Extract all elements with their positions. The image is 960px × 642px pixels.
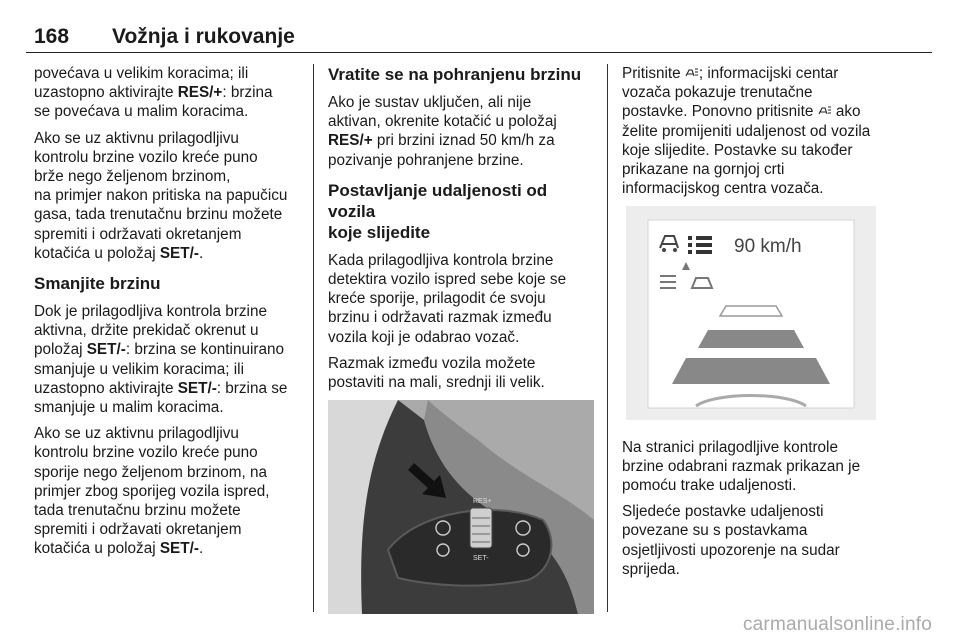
follow-distance-icon — [685, 67, 699, 79]
section-heading-set-distance: Postavljanje udaljenosti od vozila koje slijedite — [328, 180, 548, 242]
section-heading-return-speed: Vratite se na pohranjenu brzinu — [328, 65, 582, 84]
paragraph: Kada prilagodljiva kontrola brzine detektira vozilo ispred sebe koje se kreće sporije, prilagodit će svoju brzinu i održavati razmak između vozila koji je odabrao vozač. — [328, 251, 567, 346]
set-speed-readout: 90 km/h — [734, 236, 802, 258]
page-header — [26, 22, 932, 53]
res-plus-label: RES+ — [473, 498, 492, 506]
paragraph: Ako se uz aktivnu prilagodljivu kontrolu brzine vozilo kreće puno brže nego željenom brzinom, na primjer nakon pritiska na papučicu gasa, tada trenutačnu brzinu možete spremiti i održavati okretanjem kotačića u položaj SET/-. — [34, 129, 288, 262]
driver-info-display-figure — [626, 206, 890, 425]
chapter-title: Vožnja i rukovanje — [112, 25, 295, 48]
paragraph: Sljedeće postavke udaljenosti povezane su s postavkama osjetljivosti upozorenje na sudar sprijeda. — [622, 503, 840, 578]
steering-wheel-figure — [328, 400, 596, 619]
section-heading-reduce-speed: Smanjite brzinu — [34, 274, 161, 294]
follow-distance-icon — [818, 105, 832, 117]
paragraph: povećava u velikim koracima; ili uzastopno aktivirajte RES/+: brzina se povećava u malim koracima. — [34, 65, 273, 121]
set-minus-label: SET- — [473, 555, 489, 563]
steering-wheel-switch-illustration — [328, 400, 594, 614]
column-left — [34, 64, 302, 566]
column-right — [622, 64, 890, 586]
paragraph: Pritisnite ; informacijski centar vozača pokazuje trenutačne postavke. Ponovno pritisnite ako želite promijeniti udaljenost od vozila koje slijedite. Postavke su također prikazane na gornjoj crti informacijskog centra vozača. — [622, 65, 871, 198]
paragraph: Ako je sustav uključen, ali nije aktivan, okrenite kotačić u položaj RES/+ pri brzini iznad 50 km/h za pozivanje pohranjene brzine. — [328, 94, 557, 169]
distance-bar-2 — [698, 330, 804, 348]
page-number: 168 — [34, 25, 70, 48]
column-divider — [313, 64, 314, 612]
watermark: carmanualsonline.info — [742, 614, 932, 635]
driver-info-display — [626, 206, 876, 420]
paragraph: Dok je prilagodljiva kontrola brzine aktivna, držite prekidač okrenut u položaj SET/-: brzina se kontinuirano smanjuje u velikim koracima; ili uzastopno aktivirajte SET/-: brzina se smanjuje u malim koracima. — [34, 303, 288, 417]
distance-bars-icon — [688, 236, 712, 254]
column-middle — [328, 64, 596, 631]
distance-bar-3 — [672, 358, 830, 384]
paragraph: Ako se uz aktivnu prilagodljivu kontrolu brzine vozilo kreće puno sporije nego željenom brzinom, na primjer zbog sporijeg vozila ispred, tada trenutačnu brzinu možete spremiti i održavati okretanjem kotačića u položaj SET/-. — [34, 425, 270, 558]
paragraph: Na stranici prilagodljive kontrole brzine odabrani razmak prikazan je pomoću trake udaljenosti. — [622, 438, 861, 495]
column-divider — [607, 64, 608, 612]
paragraph: Razmak između vozila možete postaviti na mali, srednji ili velik. — [328, 354, 545, 392]
